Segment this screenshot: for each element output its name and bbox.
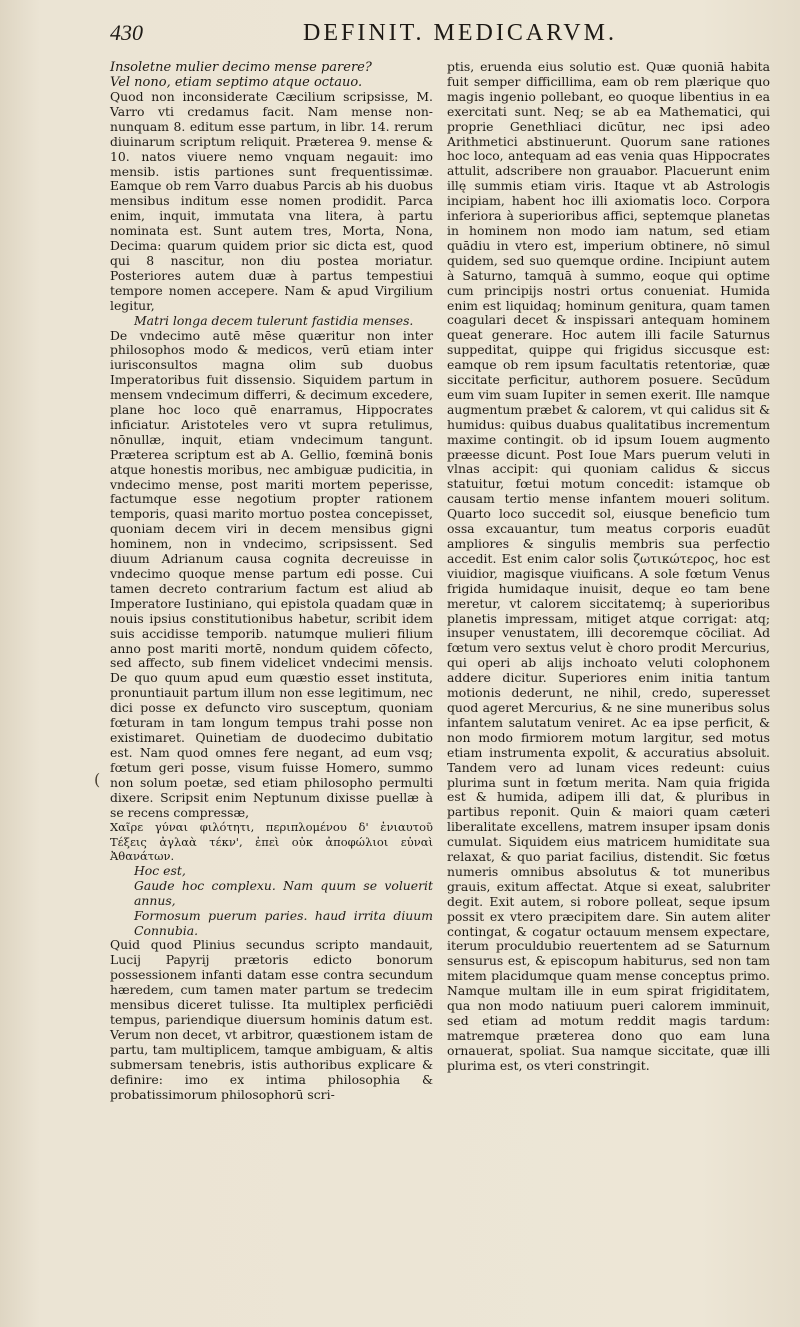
running-head <box>110 20 770 56</box>
verse-line: Formosum puerum paries. haud irrita diuum Connubia. <box>134 907 433 938</box>
verse-line: Gaude hoc complexu. Nam quum se voluerit annus, <box>134 877 433 908</box>
body-paragraph: De vndecimo autē mēse quæritur non inter philosophos modo & medicos, verū etiam inter iurisconsultos magna olim sub duobus Imperatoribus fuit dissensio. Siquidem partum in mensem vndecimum differri, & decimum excedere, plane hoc loco quē enarramus, Hippocrates inficiatur. Aristoteles vero vt supra retulimus, nōnullæ, inquit, etiam vndecimum tangunt. Præterea scriptum est ab A. Gellio, fœminā bonis atque honestis moribus, nec ambiguæ pudicitia, in vndecimo mense, post mariti mortem peperisse, factumque esse negotium propter rationem temporis, quasi marito mortuo postea concepisset, quoniam decem viri in decem mensibus gigni hominem, non in vndecimo, scripsissent. Sed diuum Adrianum causa cognita decreuisse in vndecimo quoque mense partum edi posse. Cui tamen decreto contrarium factum est aliud ab Imperatore Iustiniano, qui epistola quadam quæ in nouis ipsius constitutionibus habetur, scribit idem suis accidisse temporib. natumque mulieri filium anno post mariti mortē, nondum quidem cōfecto, sed affecto, sub finem videlicet vndecimi mensis. De quo quum apud eum quæstio esset instituta, pronuntiauit partum illum non esse legitimum, nec dici posse ex defuncto viro susceptum, quoniam fœturam in tam longum tempus trahi posse non existimaret. Quinetiam de duodecimo dubitatio est. Nam quod omnes fere negant, ad eum vsq; fœtum geri posse, visum fuisse Homero, summo non solum poetæ, sed etiam philosopho permulti dixere. Scripsit enim Neptunum dixisse puellæ à se recens compressæ, <box>110 327 433 820</box>
greek-quotation: Χαῖρε γύναι φιλότητι, περιπλομένου δ' ἐνιαυτοῦ Τέξεις ἀγλαὰ τέκν', ἐπεὶ οὐκ ἀποφώλιοι εὐναὶ Ἀθανάτων. <box>110 820 433 864</box>
verse-line: Matri longa decem tulerunt fastidia menses. <box>134 312 414 328</box>
running-title: DEFINIT. MEDICARVM. <box>303 20 617 46</box>
section-heading: Insoletne mulier decimo mense parere? <box>110 60 372 75</box>
verse-line: Hoc est, <box>134 862 186 878</box>
right-column <box>447 60 770 1102</box>
section-heading: Vel nono, etiam septimo atque octauo. <box>110 75 363 90</box>
margin-bracket-mark: ( <box>94 770 101 789</box>
left-column <box>110 60 433 1102</box>
body-paragraph: Quid quod Plinius secundus scripto mandauit, Lucij Papyrij prætoris edicto bonorum possessionem infanti datam esse contra secundum hæredem, cum tamen mater partum se tredecim mensibus diceret tulisse. Ita multiplex perficiēdi tempus, pariendique diuersum hominis datum est. Verum non decet, vt arbitror, quæstionem istam de partu, tam multiplicem, tamque ambiguam, & altis submersam tenebris, istis authoribus explicare & definire: imo ex intima philosophia & probatissimorum philosophorū scri- <box>110 937 433 1102</box>
body-paragraph: Quod non inconsiderate Cæcilium scripsisse, M. Varro vti credamus facit. Nam mense non-nunquam 8. editum esse partum, in libr. 14. rerum diuinarum scriptum reliquit. Præterea 9. mense & 10. natos viuere nemo vnquam negauit: imo mensib. istis partiones sunt frequentissimæ. Eamque ob rem Varro duabus Parcis ab his duobus mensibus inditum esse nomen prodidit. Parca enim, inquit, immutata vna litera, à partu nominata est. Sunt autem tres, Morta, Nona, Decima: quarum quidem prior sic dicta est, quod qui 8 nascitur, non diu postea moriatur. Posteriores autem duæ à partus tempestiui tempore nomen accepere. Nam & apud Virgilium legitur, <box>110 89 433 313</box>
folio-number: 430 <box>110 20 143 45</box>
text-columns <box>110 60 770 1102</box>
body-paragraph: ptis, eruenda eius solutio est. Quæ quoniā habita fuit semper difficillima, eam ob rem plærique quo magis ingenio pollebant, eo quoque libentius in ea exercitati sunt. Neq; se ab ea Mathematici, qui proprie Genethliaci dicūtur, nec ipsi adeo Arithmetici abstinuerunt. Quorum sane rationes hoc loco, antequam ad eas venia quas Hippocrates attulit, adscribere non grauabor. Placuerunt enim illę summis etiam viris. Itaque vt ab Astrologis incipiam, habent hoc illi axiomatis loco. Corpora inferiora à superioribus affici, septemque planetas in hominem non modo iam natum, sed etiam quādiu in vtero est, imperium obtinere, nō simul quidem, sed suo quemque ordine. Incipiunt autem à Saturno, tamquā à summo, eoque qui optime cum principijs nostri ortus conueniat. Humida enim est liquidaq; hominum genitura, quam tamen coagulari decet & inspissari antequam hominem queat generare. Hoc autem illi facile Saturnus suppeditat, quippe qui frigidus siccusque est: eamque ob rem ipsum facultatis retentoriæ, quæ siccitate perficitur, authorem posuere. Secūdum eum vim suam Iupiter in semen exerit. Ille namque augmentum præbet & calorem, vt qui calidus sit & humidus: quibus duabus qualitatibus incrementum maxime contingit. ob id ipsum Iouem augmento præesse dicunt. Post Ioue Mars puerum veluti in vlnas accipit: qui quoniam calidus & siccus statuitur, fœtui motum concedit: istamque ob causam tertio mense infantem moueri solitum. Quarto loco succedit sol, eiusque beneficio tum ossa excauantur, tum meatus corporis euadūt ampliores & singulis membris sua perfectio accedit. Est enim calor solis ζωτικώτερος, hoc est viuidior, magisque viuificans. A sole fœtum Venus frigida humidaque inuisit, deque eo tam bene meretur, vt calorem siccitatemq; à superioribus planetis impressam, mitiget atque corrigat: atq; insuper venustatem, illi decoremque cōciliat. Ad fœtum vero sextus velut è choro prodit Mercurius, qui operi ab alijs inchoato veluti colophonem addere dicitur. Superiores enim initia tantum motionis dederunt, ne nihil, credo, superesset quod ageret Mercurius, & ne sine muneribus solus infantem salutatum veniret. Ac ea ipse perficit, & non modo firmiorem motum largitur, sed motus etiam instrumenta expolit, & accuratius absoluit. Tandem vero ad lunam vices redeunt: cuius plurima sunt in fœtum merita. Nam quia frigida est & humida, adipem illi dat, & pluribus in partibus reponit. Quin & maiori quam cæteri liberalitate excellens, matrem insuper ipsam donis cumulat. Siquidem eius matricem humiditate sua relaxat, & quo pariat facilius, distendit. Sic fœtus numeris omnibus absolutus & tot muneribus grauis, exitum affectat. Atque si exeat, salubriter degit. Exit autem, si robore polleat, seque ipsum possit ex vtero præcipitem dare. Sin autem aliter contingat, & cogatur octauum mensem expectare, iterum proculdubio reuertentem ad se Saturnum sensurus est, & episcopum habiturus, sed non tam mitem placidumque quam mense conceptus primo. Namque multam ille in eum spirat frigiditatem, qua non modo natiuum pueri calorem imminuit, sed etiam ad motum reddit magis tardum: matremque præterea dono quo eam luna ornauerat, spoliat. Sua namque siccitate, quæ illi plurima est, os vteri constringit. <box>447 59 770 1073</box>
